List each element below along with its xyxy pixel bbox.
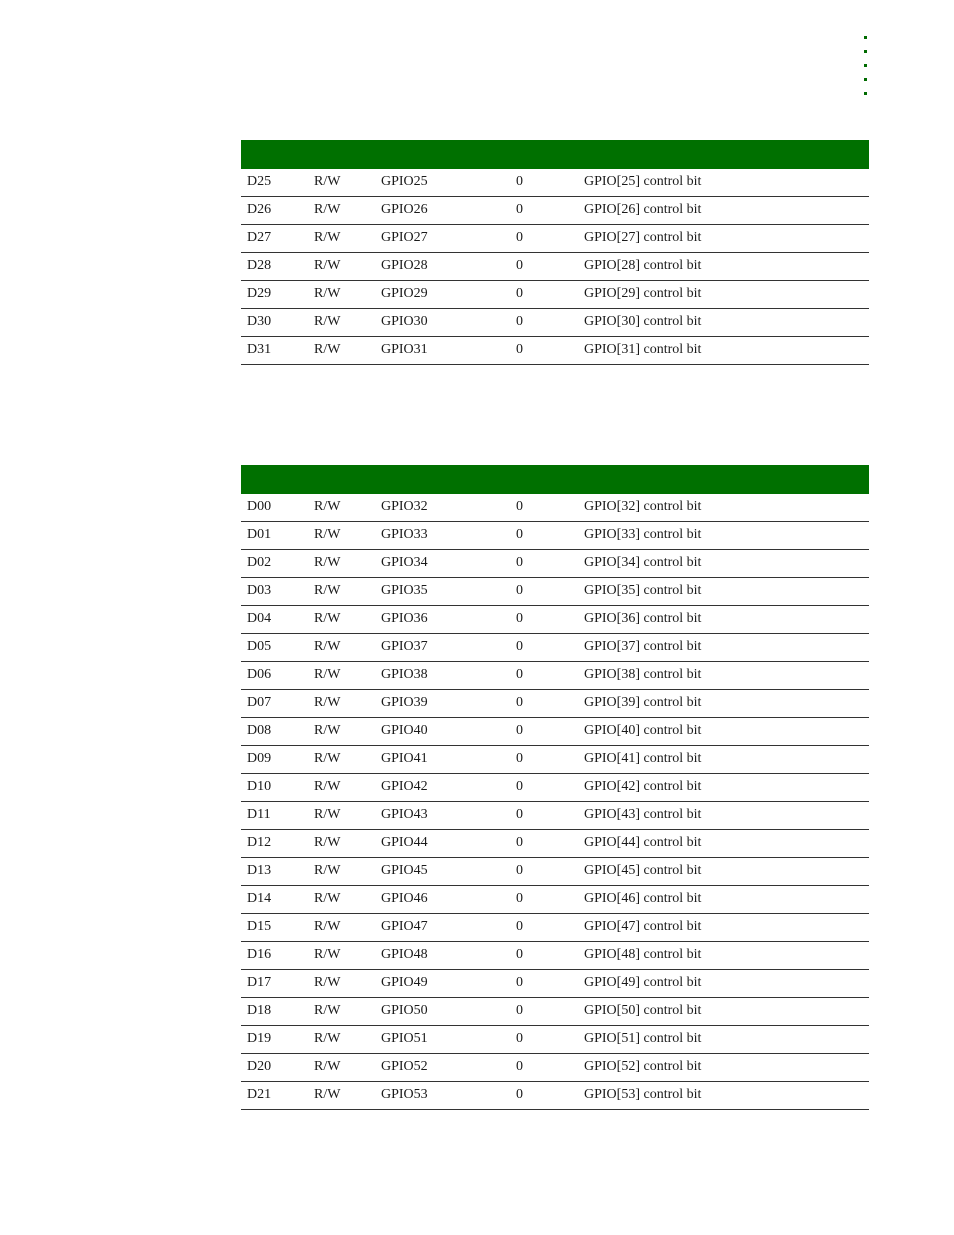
description-cell: GPIO[52] control bit <box>584 1059 702 1074</box>
description-cell: GPIO[41] control bit <box>584 751 702 766</box>
table-row <box>241 253 869 281</box>
field-name-cell: GPIO48 <box>381 947 428 962</box>
field-name-cell: GPIO28 <box>381 258 428 273</box>
access-cell: R/W <box>314 230 341 245</box>
reset-value-cell: 0 <box>516 527 523 542</box>
reset-value-cell: 0 <box>516 342 523 357</box>
field-name-cell: GPIO50 <box>381 1003 428 1018</box>
access-cell: R/W <box>314 667 341 682</box>
field-name-cell: GPIO44 <box>381 835 428 850</box>
access-cell: R/W <box>314 1003 341 1018</box>
access-cell: R/W <box>314 863 341 878</box>
access-cell: R/W <box>314 639 341 654</box>
reset-value-cell: 0 <box>516 1031 523 1046</box>
table-row <box>241 914 869 942</box>
field-name-cell: GPIO36 <box>381 611 428 626</box>
table-row <box>241 970 869 998</box>
margin-dot <box>864 36 867 39</box>
field-name-cell: GPIO34 <box>381 555 428 570</box>
bit-cell: D02 <box>247 555 272 570</box>
table-row <box>241 858 869 886</box>
reset-value-cell: 0 <box>516 1087 523 1102</box>
field-name-cell: GPIO52 <box>381 1059 428 1074</box>
table-row <box>241 886 869 914</box>
reset-value-cell: 0 <box>516 975 523 990</box>
description-cell: GPIO[35] control bit <box>584 583 702 598</box>
description-cell: GPIO[39] control bit <box>584 695 702 710</box>
reset-value-cell: 0 <box>516 891 523 906</box>
reset-value-cell: 0 <box>516 611 523 626</box>
reset-value-cell: 0 <box>516 583 523 598</box>
table-row <box>241 281 869 309</box>
description-cell: GPIO[50] control bit <box>584 1003 702 1018</box>
bit-cell: D19 <box>247 1031 272 1046</box>
field-name-cell: GPIO31 <box>381 342 428 357</box>
table-body <box>241 169 869 365</box>
bit-cell: D18 <box>247 1003 272 1018</box>
bit-cell: D08 <box>247 723 272 738</box>
field-name-cell: GPIO32 <box>381 499 428 514</box>
access-cell: R/W <box>314 919 341 934</box>
bit-cell: D01 <box>247 527 272 542</box>
reset-value-cell: 0 <box>516 258 523 273</box>
description-cell: GPIO[28] control bit <box>584 258 702 273</box>
reset-value-cell: 0 <box>516 555 523 570</box>
table-row <box>241 578 869 606</box>
description-cell: GPIO[45] control bit <box>584 863 702 878</box>
table-row <box>241 718 869 746</box>
table-row <box>241 1054 869 1082</box>
table-row <box>241 550 869 578</box>
field-name-cell: GPIO35 <box>381 583 428 598</box>
description-cell: GPIO[34] control bit <box>584 555 702 570</box>
bit-cell: D29 <box>247 286 272 301</box>
description-cell: GPIO[42] control bit <box>584 779 702 794</box>
access-cell: R/W <box>314 499 341 514</box>
access-cell: R/W <box>314 527 341 542</box>
field-name-cell: GPIO45 <box>381 863 428 878</box>
field-name-cell: GPIO41 <box>381 751 428 766</box>
access-cell: R/W <box>314 779 341 794</box>
table-row <box>241 774 869 802</box>
access-cell: R/W <box>314 611 341 626</box>
description-cell: GPIO[38] control bit <box>584 667 702 682</box>
table-row <box>241 225 869 253</box>
access-cell: R/W <box>314 286 341 301</box>
bit-cell: D27 <box>247 230 272 245</box>
field-name-cell: GPIO39 <box>381 695 428 710</box>
bit-cell: D10 <box>247 779 272 794</box>
margin-dot <box>864 50 867 53</box>
field-name-cell: GPIO25 <box>381 174 428 189</box>
access-cell: R/W <box>314 342 341 357</box>
description-cell: GPIO[36] control bit <box>584 611 702 626</box>
bit-cell: D13 <box>247 863 272 878</box>
field-name-cell: GPIO43 <box>381 807 428 822</box>
table-row <box>241 169 869 197</box>
description-cell: GPIO[26] control bit <box>584 202 702 217</box>
description-cell: GPIO[33] control bit <box>584 527 702 542</box>
description-cell: GPIO[25] control bit <box>584 174 702 189</box>
table-row <box>241 1082 869 1110</box>
access-cell: R/W <box>314 258 341 273</box>
table-row <box>241 634 869 662</box>
field-name-cell: GPIO40 <box>381 723 428 738</box>
field-name-cell: GPIO51 <box>381 1031 428 1046</box>
description-cell: GPIO[53] control bit <box>584 1087 702 1102</box>
access-cell: R/W <box>314 1087 341 1102</box>
table-row <box>241 1026 869 1054</box>
table-header-bar <box>241 465 869 494</box>
reset-value-cell: 0 <box>516 807 523 822</box>
access-cell: R/W <box>314 202 341 217</box>
table-row <box>241 830 869 858</box>
reset-value-cell: 0 <box>516 751 523 766</box>
description-cell: GPIO[32] control bit <box>584 499 702 514</box>
table-row <box>241 998 869 1026</box>
access-cell: R/W <box>314 583 341 598</box>
reset-value-cell: 0 <box>516 202 523 217</box>
reset-value-cell: 0 <box>516 695 523 710</box>
margin-dot <box>864 92 867 95</box>
bit-cell: D00 <box>247 499 272 514</box>
margin-dot-column <box>864 36 870 106</box>
field-name-cell: GPIO49 <box>381 975 428 990</box>
table-row <box>241 690 869 718</box>
description-cell: GPIO[49] control bit <box>584 975 702 990</box>
field-name-cell: GPIO47 <box>381 919 428 934</box>
field-name-cell: GPIO46 <box>381 891 428 906</box>
reset-value-cell: 0 <box>516 314 523 329</box>
bit-cell: D05 <box>247 639 272 654</box>
description-cell: GPIO[46] control bit <box>584 891 702 906</box>
bit-cell: D30 <box>247 314 272 329</box>
reset-value-cell: 0 <box>516 667 523 682</box>
bit-cell: D06 <box>247 667 272 682</box>
register-table-lower <box>241 465 869 1110</box>
bit-cell: D31 <box>247 342 272 357</box>
field-name-cell: GPIO30 <box>381 314 428 329</box>
table-row <box>241 942 869 970</box>
access-cell: R/W <box>314 1059 341 1074</box>
field-name-cell: GPIO33 <box>381 527 428 542</box>
bit-cell: D03 <box>247 583 272 598</box>
reset-value-cell: 0 <box>516 499 523 514</box>
reset-value-cell: 0 <box>516 1003 523 1018</box>
register-table-upper <box>241 140 869 365</box>
bit-cell: D04 <box>247 611 272 626</box>
field-name-cell: GPIO26 <box>381 202 428 217</box>
table-row <box>241 802 869 830</box>
access-cell: R/W <box>314 695 341 710</box>
reset-value-cell: 0 <box>516 947 523 962</box>
table-row <box>241 662 869 690</box>
description-cell: GPIO[31] control bit <box>584 342 702 357</box>
reset-value-cell: 0 <box>516 863 523 878</box>
table-row <box>241 606 869 634</box>
description-cell: GPIO[51] control bit <box>584 1031 702 1046</box>
bit-cell: D15 <box>247 919 272 934</box>
reset-value-cell: 0 <box>516 286 523 301</box>
bit-cell: D09 <box>247 751 272 766</box>
margin-dot <box>864 78 867 81</box>
access-cell: R/W <box>314 723 341 738</box>
table-row <box>241 337 869 365</box>
reset-value-cell: 0 <box>516 919 523 934</box>
table-header-bar <box>241 140 869 169</box>
reset-value-cell: 0 <box>516 723 523 738</box>
access-cell: R/W <box>314 1031 341 1046</box>
description-cell: GPIO[27] control bit <box>584 230 702 245</box>
table-row <box>241 494 869 522</box>
access-cell: R/W <box>314 975 341 990</box>
table-row <box>241 522 869 550</box>
field-name-cell: GPIO37 <box>381 639 428 654</box>
reset-value-cell: 0 <box>516 230 523 245</box>
description-cell: GPIO[44] control bit <box>584 835 702 850</box>
bit-cell: D26 <box>247 202 272 217</box>
access-cell: R/W <box>314 174 341 189</box>
reset-value-cell: 0 <box>516 779 523 794</box>
bit-cell: D28 <box>247 258 272 273</box>
table-row <box>241 309 869 337</box>
reset-value-cell: 0 <box>516 174 523 189</box>
description-cell: GPIO[43] control bit <box>584 807 702 822</box>
access-cell: R/W <box>314 555 341 570</box>
description-cell: GPIO[30] control bit <box>584 314 702 329</box>
bit-cell: D20 <box>247 1059 272 1074</box>
access-cell: R/W <box>314 807 341 822</box>
description-cell: GPIO[48] control bit <box>584 947 702 962</box>
bit-cell: D12 <box>247 835 272 850</box>
table-row <box>241 746 869 774</box>
table-row <box>241 197 869 225</box>
bit-cell: D14 <box>247 891 272 906</box>
bit-cell: D25 <box>247 174 272 189</box>
table-body <box>241 494 869 1110</box>
reset-value-cell: 0 <box>516 639 523 654</box>
access-cell: R/W <box>314 947 341 962</box>
access-cell: R/W <box>314 751 341 766</box>
field-name-cell: GPIO29 <box>381 286 428 301</box>
bit-cell: D17 <box>247 975 272 990</box>
field-name-cell: GPIO27 <box>381 230 428 245</box>
description-cell: GPIO[29] control bit <box>584 286 702 301</box>
description-cell: GPIO[37] control bit <box>584 639 702 654</box>
reset-value-cell: 0 <box>516 835 523 850</box>
access-cell: R/W <box>314 314 341 329</box>
bit-cell: D21 <box>247 1087 272 1102</box>
bit-cell: D07 <box>247 695 272 710</box>
bit-cell: D16 <box>247 947 272 962</box>
field-name-cell: GPIO53 <box>381 1087 428 1102</box>
field-name-cell: GPIO42 <box>381 779 428 794</box>
access-cell: R/W <box>314 835 341 850</box>
margin-dot <box>864 64 867 67</box>
bit-cell: D11 <box>247 807 271 822</box>
field-name-cell: GPIO38 <box>381 667 428 682</box>
reset-value-cell: 0 <box>516 1059 523 1074</box>
description-cell: GPIO[47] control bit <box>584 919 702 934</box>
description-cell: GPIO[40] control bit <box>584 723 702 738</box>
access-cell: R/W <box>314 891 341 906</box>
